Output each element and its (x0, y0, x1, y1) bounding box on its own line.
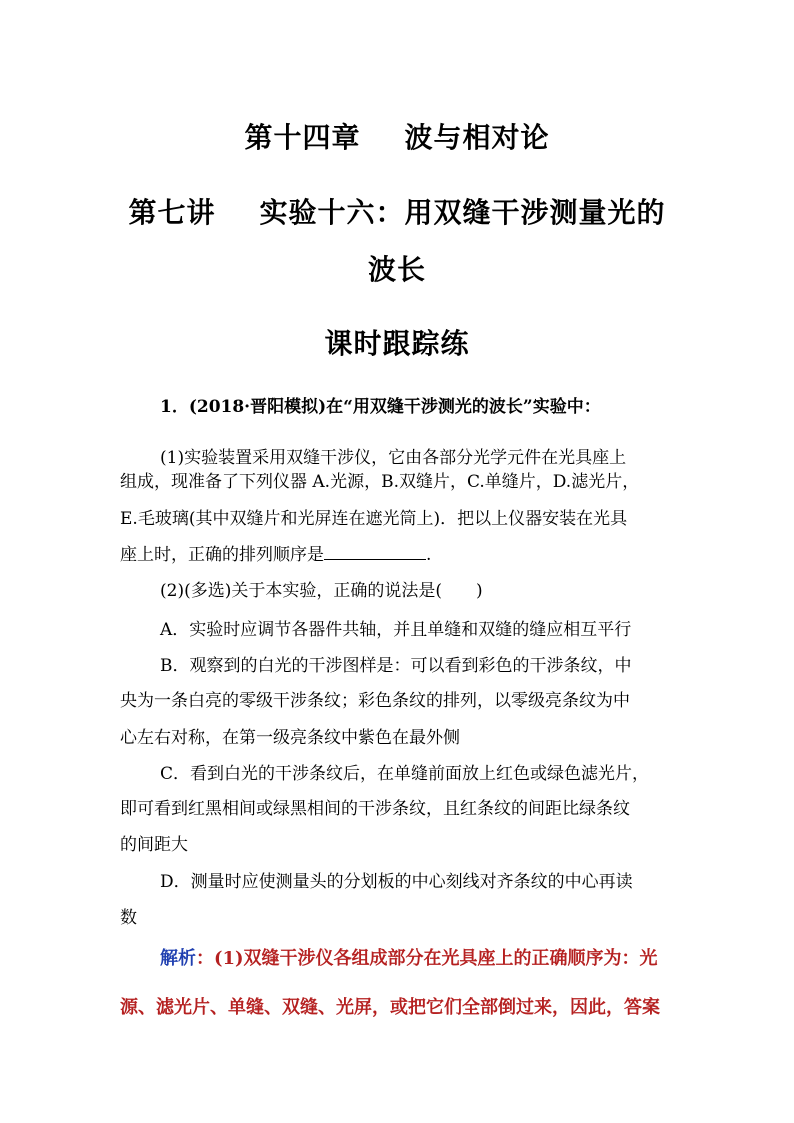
question-stem: 1．(2018·晋阳模拟)在“用双缝干涉测光的波长”实验中： (160, 397, 601, 417)
part1-last-text: 座上时，正确的排列顺序是 (120, 545, 324, 565)
part1-line-3: E.毛玻璃(其中双缝片和光屏连在遮光筒上)．把以上仪器安装在光具 (120, 509, 628, 529)
answer-label: 解析 (160, 948, 196, 969)
lecture-name-line1: 实验十六：用双缝干涉测量光的 (259, 196, 666, 229)
part2-text: (2)(多选)关于本实验，正确的说法是( ) (160, 581, 483, 601)
answer-line-2: 源、滤光片、单缝、双缝、光屏，或把它们全部倒过来，因此，答案 (120, 997, 660, 1018)
part1-line-1: (1)实验装置采用双缝干涉仪，它由各部分光学元件在光具座上 (160, 448, 627, 468)
option-d-line-1: D．测量时应使测量头的分划板的中心刻线对齐条纹的中心再读 (160, 872, 633, 892)
part1-line-4 (120, 543, 431, 566)
answer-line-1 (160, 948, 658, 970)
option-c-line-2: 即可看到红黑相间或绿黑相间的干涉条纹，且红条纹的间距比绿条纹 (120, 799, 630, 819)
lecture-title (0, 191, 794, 231)
lecture-name-line2: 波长 (367, 253, 426, 286)
answer-blank[interactable] (324, 543, 426, 560)
part1-end: . (426, 545, 432, 565)
lecture-number: 第七讲 (128, 196, 216, 229)
option-c-line-3: 的间距大 (120, 835, 188, 855)
option-b-line-2: 央为一条白亮的零级干涉条纹；彩色条纹的排列，以零级亮条纹为中 (120, 691, 630, 711)
option-c-line-1: C．看到白光的干涉条纹后，在单缝前面放上红色或绿色滤光片， (160, 764, 650, 784)
section-title: 课时跟踪练 (324, 327, 470, 360)
option-d-line-2: 数 (120, 908, 137, 928)
answer-text-1: ：(1)双缝干涉仪各组成部分在光具座上的正确顺序为：光 (196, 948, 658, 969)
chapter-number: 第十四章 (244, 121, 361, 154)
chapter-name: 波与相对论 (404, 121, 550, 154)
option-a: A．实验时应调节各器件共轴，并且单缝和双缝的缝应相互平行 (160, 620, 632, 640)
chapter-title (0, 116, 794, 156)
option-b-line-1: B．观察到的白光的干涉图样是：可以看到彩色的干涉条纹，中 (160, 656, 632, 676)
option-b-line-3: 心左右对称，在第一级亮条纹中紫色在最外侧 (120, 728, 460, 748)
part1-line-2: 组成，现准备了下列仪器 A.光源，B.双缝片，C.单缝片，D.滤光片， (120, 472, 640, 492)
